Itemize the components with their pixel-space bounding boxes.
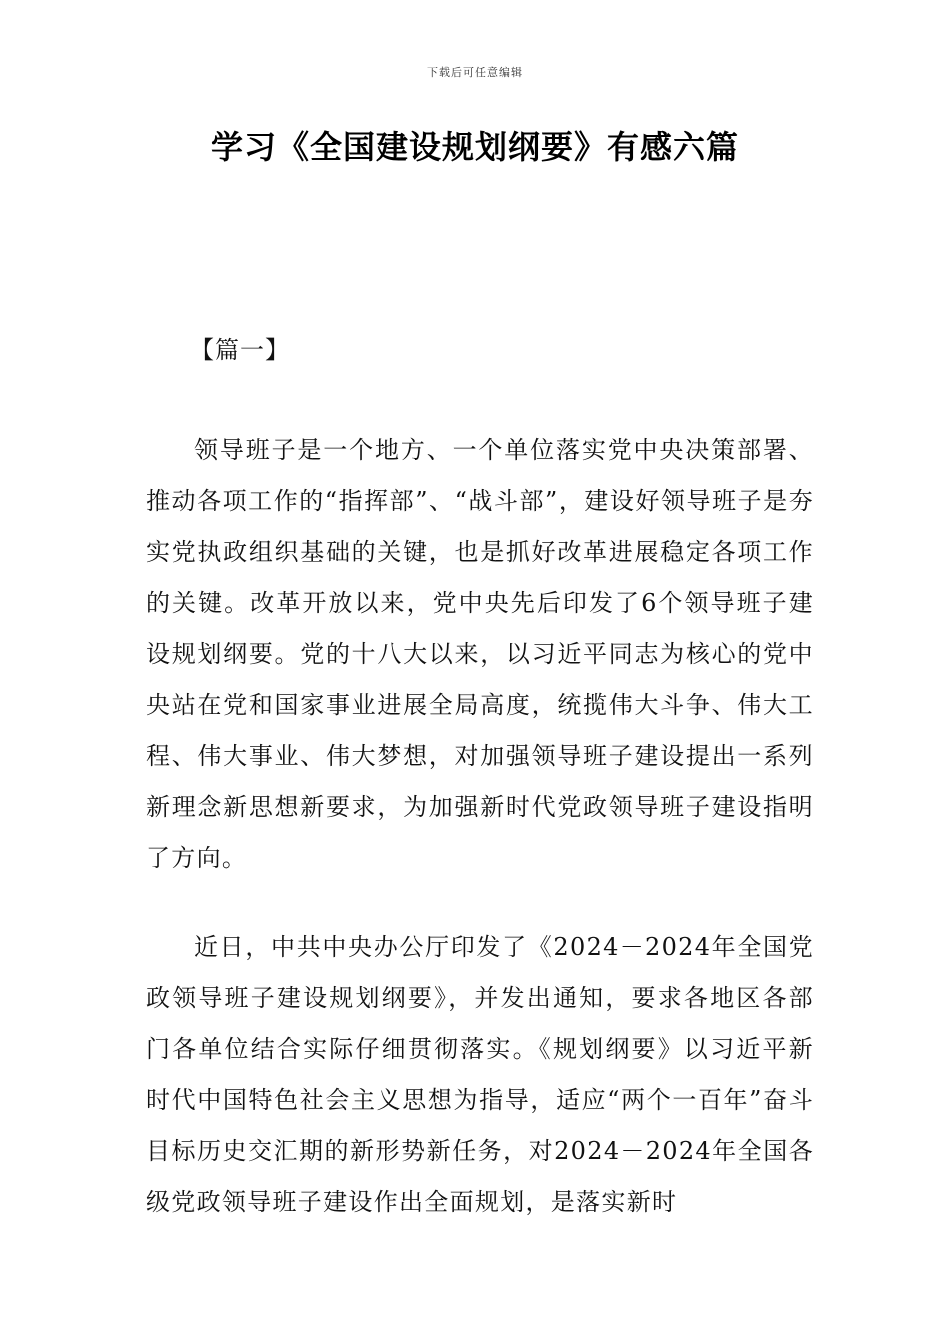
paragraph-1: 领导班子是一个地方、一个单位落实党中央决策部署、推动各项工作的“指挥部”、“战斗部”，建设好领导班子是夯实党执政组织基础的关键，也是抓好改革进展稳定各项工作的关键。改革开放以来，党中央先后印发了6个领导班子建设规划纲要。党的十八大以来，以习近平同志为核心的党中央站在党和国家事业进展全局高度，统揽伟大斗争、伟大工程、伟大事业、伟大梦想，对加强领导班子建设提出一系列新理念新思想新要求，为加强新时代党政领导班子建设指明了方向。 xyxy=(146,436,814,872)
header-note: 下载后可任意编辑 xyxy=(427,66,523,79)
paragraph-2: 近日，中共中央办公厅印发了《2024－2024年全国党政领导班子建设规划纲要》，并发出通知，要求各地区各部门各单位结合实际仔细贯彻落实。《规划纲要》以习近平新时代中国特色社会主义思想为指导，适应“两个一百年”奋斗目标历史交汇期的新形势新任务，对2024－2024年全国各级党政领导班子建设作出全面规划，是落实新时 xyxy=(146,933,814,1216)
document-title: 学习《全国建设规划纲要》有感六篇 xyxy=(210,128,739,166)
section-label: 【篇一】 xyxy=(190,336,290,364)
